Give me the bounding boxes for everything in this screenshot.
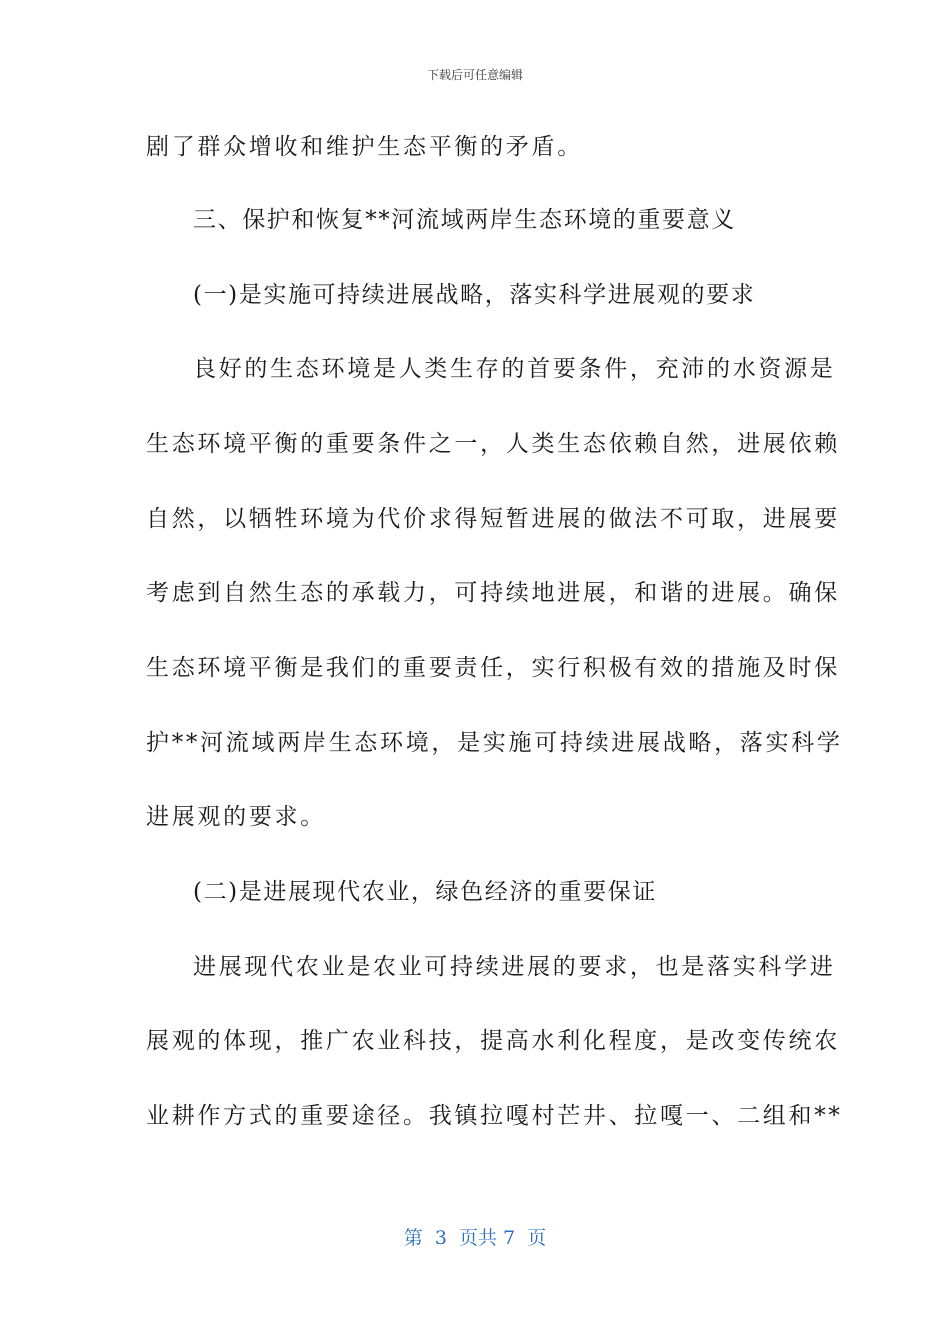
paragraph-line: 生态环境平衡是我们的重要责任，实行积极有效的措施及时保 [146, 655, 840, 681]
paragraph-line: 护**河流域两岸生态环境，是实施可持续进展战略，落实科学 [146, 730, 843, 756]
page-number: 第 3 页共 7 页 [403, 1227, 547, 1249]
paragraph-line: 考虑到自然生态的承载力，可持续地进展，和谐的进展。确保 [146, 580, 840, 606]
paragraph-line: 生态环境平衡的重要条件之一，人类生态依赖自然，进展依赖 [146, 431, 840, 457]
paragraph-line: 自然，以牺牲环境为代价求得短暂进展的做法不可取，进展要 [146, 506, 840, 532]
page-header: 下载后可任意编辑 [426, 68, 523, 82]
subsection-heading: (二)是进展现代农业，绿色经济的重要保证 [193, 879, 657, 905]
section-heading: 三、保护和恢复**河流域两岸生态环境的重要意义 [193, 207, 736, 233]
paragraph-line: 进展观的要求。 [146, 804, 326, 830]
subsection-heading: (一)是实施可持续进展战略，落实科学进展观的要求 [193, 282, 756, 308]
paragraph-line: 展观的体现，推广农业科技，提高水利化程度，是改变传统农 [146, 1028, 840, 1054]
paragraph-line: 剧了群众增收和维护生态平衡的矛盾。 [146, 134, 583, 160]
page-footer [0, 1225, 950, 1251]
paragraph-line: 进展现代农业是农业可持续进展的要求，也是落实科学进 [193, 954, 836, 980]
paragraph-line: 良好的生态环境是人类生存的首要条件，充沛的水资源是 [193, 356, 836, 382]
paragraph-line: 业耕作方式的重要途径。我镇拉嘎村芒井、拉嘎一、二组和** [146, 1103, 843, 1129]
